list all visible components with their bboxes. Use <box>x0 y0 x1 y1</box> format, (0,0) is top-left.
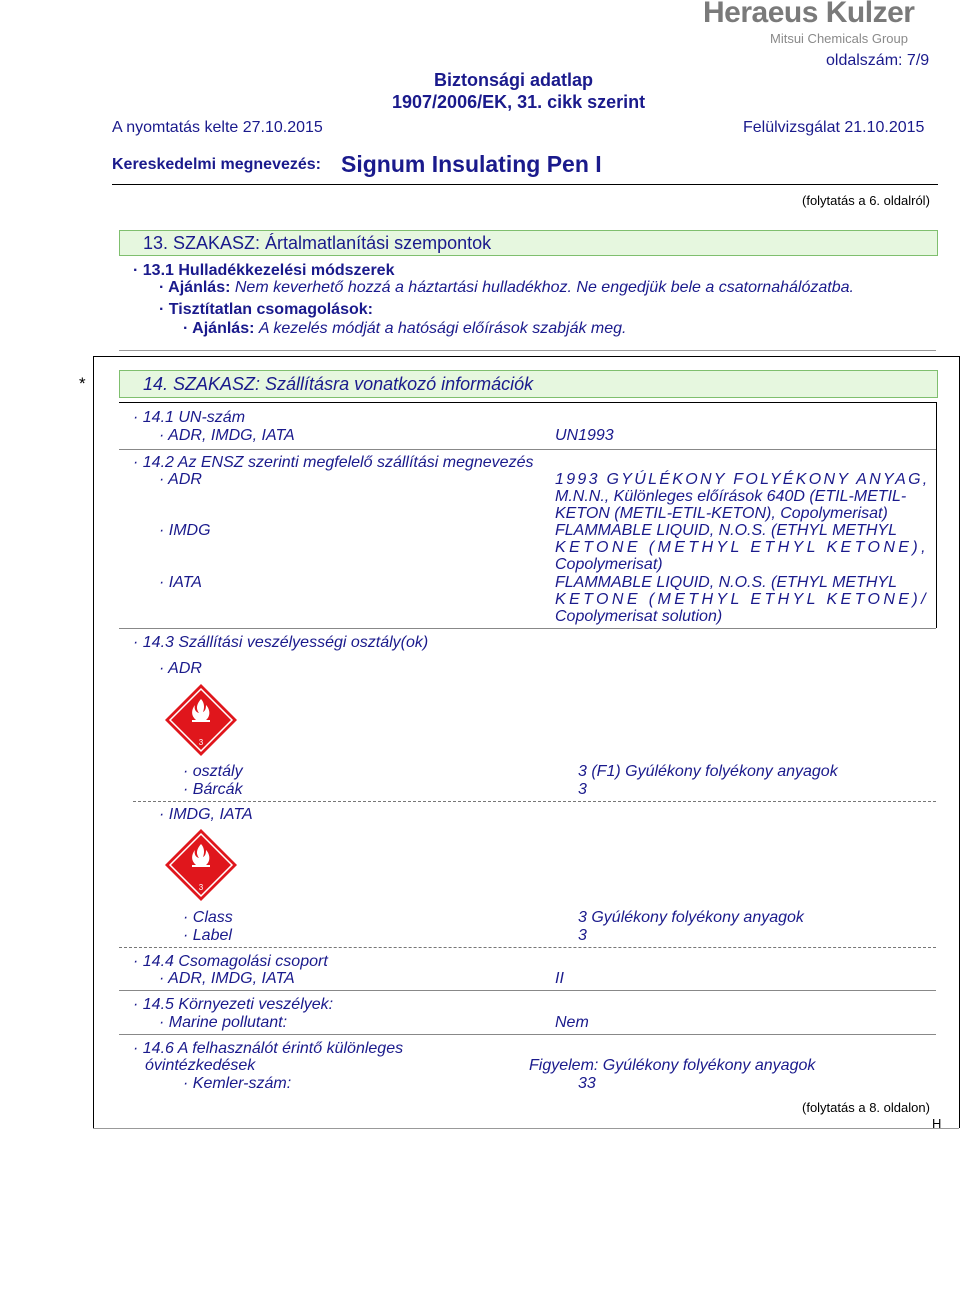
s13-recommendation2-label: · Ajánlás: <box>183 320 255 337</box>
s14-label-label: · Label <box>183 927 232 944</box>
s14-top-rule <box>93 356 959 357</box>
s14-un-head: · 14.1 UN-szám <box>133 409 246 426</box>
imdg-label-number: 3 <box>198 883 204 892</box>
print-date: A nyomtatás kelte 27.10.2015 <box>112 119 323 136</box>
change-marker: * <box>79 374 86 393</box>
s13-recommendation-label: · Ajánlás: <box>159 279 231 296</box>
s14-marine-label: · Marine pollutant: <box>159 1014 288 1031</box>
s14-dash-2 <box>119 947 936 948</box>
s14-iata-line3: Copolymerisat solution) <box>555 608 723 625</box>
doc-title: Biztonsági adatlap <box>434 70 594 90</box>
s14-special-value: Figyelem: Gyúlékony folyékony anyagok <box>529 1057 816 1074</box>
s14-left-rule <box>93 356 94 1128</box>
adr-label-number: 3 <box>198 738 204 747</box>
s14-adr-label: · ADR <box>159 471 202 488</box>
s14-inner-right <box>936 402 937 628</box>
s14-imdg-line1: FLAMMABLE LIQUID, N.O.S. (ETHYL METHYL <box>555 522 897 539</box>
review-date: Felülvizsgálat 21.10.2015 <box>743 119 925 136</box>
s14-dash-1 <box>133 801 936 802</box>
page-number: oldalszám: 7/9 <box>826 52 930 69</box>
s14-barcak-value: 3 <box>578 781 587 798</box>
flammable-liquid-label-icon <box>164 683 238 757</box>
s14-kemler-label: · Kemler-szám: <box>183 1075 292 1092</box>
trade-name-label: Kereskedelmi megnevezés: <box>112 156 321 173</box>
s14-class-label: · Class <box>183 909 233 926</box>
s13-recommendation-text: Nem keverhető hozzá a háztartási hulladékhoz. Ne engedjük bele a csatornahálózatba. <box>234 279 854 296</box>
company-logo: Heraeus Kulzer <box>703 0 915 29</box>
s14-env-head: · 14.5 Környezeti veszélyek: <box>133 996 334 1013</box>
s14-imdg-label: · IMDG <box>159 522 211 539</box>
s14-special-head-2: óvintézkedések <box>145 1057 256 1074</box>
s14-iata-label: · IATA <box>159 574 202 591</box>
s14-osztaly-value: 3 (F1) Gyúlékony folyékony anyagok <box>578 763 838 780</box>
s14-osztaly-label: · osztály <box>183 763 243 780</box>
s14-imdg-line2: KETONE (METHYL ETHYL KETONE), <box>555 539 929 556</box>
s14-name-head: · 14.2 Az ENSZ szerinti megfelelő szállítási megnevezés <box>133 454 534 471</box>
s14-iata-line2: KETONE (METHYL ETHYL KETONE)/ <box>555 591 929 608</box>
s14-class-value: 3 Gyúlékony folyékony anyagok <box>578 909 804 926</box>
s14-class-head: · 14.3 Szállítási veszélyességi osztály(ok) <box>133 634 429 651</box>
s14-label-value: 3 <box>578 927 587 944</box>
s13-end-rule <box>119 350 936 351</box>
s14-adr-head: · ADR <box>159 660 202 677</box>
s14-inner-top <box>119 402 936 403</box>
s13-packaging: · Tisztítatlan csomagolások: <box>159 301 373 318</box>
footer-mark: H <box>932 1116 942 1131</box>
s14-imdg-line3: Copolymerisat) <box>555 556 663 573</box>
s14-adr-line3: KETON (METIL-ETIL-KETON), Copolymerisat) <box>555 505 888 522</box>
header-rule <box>112 184 938 185</box>
flammable-liquid-label-icon-2 <box>164 828 238 902</box>
s14-barcak-label: · Bárcák <box>183 781 243 798</box>
s14-iata-line1: FLAMMABLE LIQUID, N.O.S. (ETHYL METHYL <box>555 574 897 591</box>
s14-imdg-iata-head: · IMDG, IATA <box>159 806 253 823</box>
s14-kemler-value: 33 <box>578 1075 596 1092</box>
s14-pg-label: · ADR, IMDG, IATA <box>159 970 295 987</box>
s14-adr-line1: 1993 GYÚLÉKONY FOLYÉKONY ANYAG, <box>555 471 930 488</box>
continued-from: (folytatás a 6. oldalról) <box>802 193 930 208</box>
footer-rule <box>93 1128 959 1129</box>
s14-un-label: · ADR, IMDG, IATA <box>159 427 295 444</box>
s14-rule-3 <box>119 990 936 991</box>
company-group: Mitsui Chemicals Group <box>770 31 908 46</box>
s14-un-value: UN1993 <box>555 427 614 444</box>
s14-rule-1 <box>119 449 936 450</box>
s14-marine-value: Nem <box>555 1014 589 1031</box>
s14-special-head-1: · 14.6 A felhasználót érintő különleges <box>133 1040 404 1057</box>
doc-subtitle: 1907/2006/EK, 31. cikk szerint <box>392 92 646 112</box>
section13-title: 13. SZAKASZ: Ártalmatlanítási szempontok <box>143 233 492 253</box>
s13-recommendation2-text: A kezelés módját a hatósági előírások szabják meg. <box>258 320 627 337</box>
continued-on: (folytatás a 8. oldalon) <box>802 1100 930 1115</box>
s14-pg-head: · 14.4 Csomagolási csoport <box>133 953 328 970</box>
trade-name: Signum Insulating Pen I <box>341 151 602 177</box>
s14-pg-value: II <box>555 970 564 987</box>
s13-waste-methods: · 13.1 Hulladékkezelési módszerek <box>133 262 395 279</box>
s14-rule-2 <box>119 628 936 629</box>
s14-adr-line2: M.N.N., Különleges előírások 640D (ETIL-METIL- <box>555 488 907 505</box>
s14-rule-4 <box>119 1034 936 1035</box>
section14-title: 14. SZAKASZ: Szállításra vonatkozó információk <box>143 374 534 394</box>
